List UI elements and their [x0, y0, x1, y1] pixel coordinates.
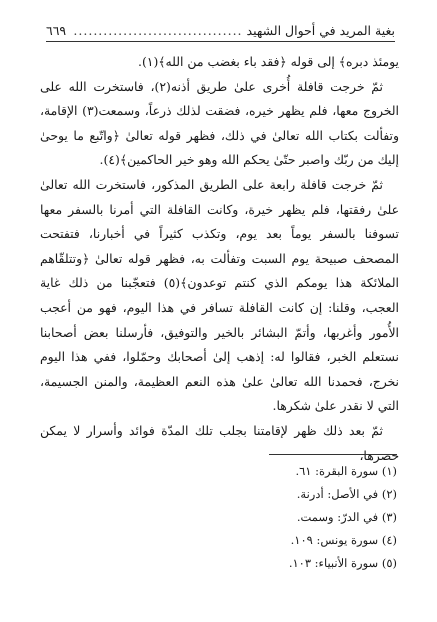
paragraph-4: ثمّ بعد ذلك ظهر لإقامتنا بجلب تلك المدّة فوائد وأسرار لا يمكن حصرها،	[40, 422, 399, 463]
header-title: بغية المريد في أحوال الشهيد	[246, 23, 395, 38]
header-leader-dots: ..................................	[73, 23, 243, 38]
footnote-5: (٥) سورة الأنبياء: ١٠٣.	[288, 556, 397, 570]
main-text	[40, 50, 399, 468]
footnote-3: (٣) في الدرّ: وسمت.	[296, 510, 397, 524]
footnotes	[137, 460, 397, 575]
paragraph-2: ثمّ خرجت قافلة أُخرى علىٰ طريق أذنه(٢)، فاستخرت الله على الخروج معها، فلم يظهر خيره، فضقت لذلك ذرعاً، وسمعت(٣) الإقامة، وتفألت بكتاب الله تعالىٰ في ذلك، فظهر قوله تعالىٰ ﴿واتّبع ما يوحىٰ إليك من ربّك واصبر حتّىٰ يحكم الله وهو خير الحاكمين﴾(٤).	[40, 78, 399, 168]
footnote-2: (٢) في الأصل: أدرنة.	[296, 487, 397, 501]
page-number: ٦٦٩	[46, 23, 67, 38]
running-header	[46, 14, 395, 42]
footnote-4: (٤) سورة يونس: ١٠٩.	[290, 533, 397, 547]
paragraph-3: ثمّ خرجت قافلة رابعة على الطريق المذكور، فاستخرت الله تعالىٰ علىٰ رفقتها، فلم يظهر خيرة، وكانت القافلة التي أمرنا بالسفر معها تسوفنا بالسفر يوماً بعد يوم، وتكذب كثيراً في أخبارنا، فتفتحت المصحف صبيحة يوم السبت وتفألت به، فظهر قوله تعالىٰ ﴿وتتلقّاهم الملائكة هذا يومكم الذي كنتم توعدون﴾(٥) فتعجّبنا من ذلك غاية العجب، وقلنا: إن كانت القافلة تسافر في هذا اليوم، فهو من أعجب الأُمور وأغربها، وأتمّ البشائر بالخير والتوفيق، فأرسلنا بعض أصحابنا نستعلم الخبر، فقالوا له: إذهب إلىٰ أصحابك وحمّلوا، ففي هذا اليوم نخرج، فحمدنا الله تعالىٰ علىٰ هذه النعم العظيمة، والمنن الجسيمة، التي لا نقدر علىٰ شكرها.	[40, 176, 399, 414]
footnote-1: (١) سورة البقرة: ٦١.	[295, 464, 397, 478]
footnote-separator	[269, 454, 397, 455]
paragraph-1: يومئذ دبره﴾ إلى قوله ﴿فقد باء بغضب من الله﴾(١).	[138, 54, 399, 69]
